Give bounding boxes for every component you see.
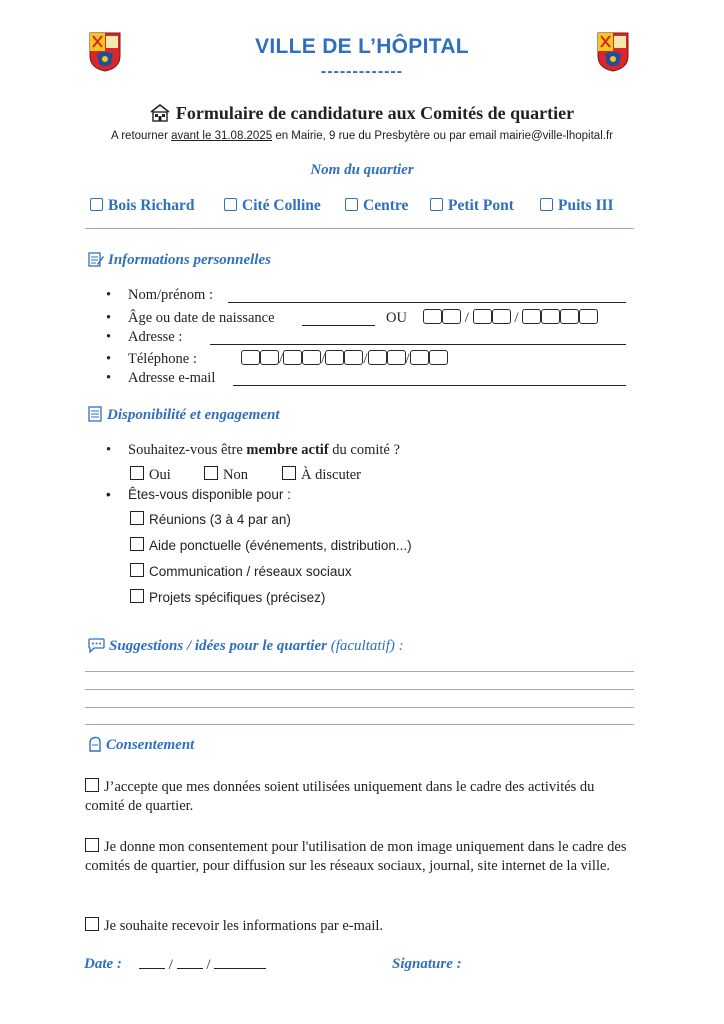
checkbox[interactable] <box>345 198 358 211</box>
checkbox[interactable] <box>540 198 553 211</box>
checkbox[interactable] <box>90 198 103 211</box>
return-instructions <box>0 130 724 142</box>
consent-data[interactable]: J’accepte que mes données soient utilisées uniquement dans le cadre des activités du comité de quartier. <box>85 779 595 814</box>
building-icon <box>150 104 170 122</box>
date-field[interactable]: / / <box>139 955 266 974</box>
option-non[interactable]: Non <box>204 466 248 484</box>
name-field[interactable] <box>228 302 626 303</box>
name-label: • Nom/prénom : <box>128 287 213 304</box>
quartier-option-bois-richard[interactable]: Bois Richard <box>90 197 195 215</box>
deadline: avant le 31.08.2025 <box>171 130 273 142</box>
option-oui[interactable]: Oui <box>130 466 171 484</box>
suggestion-line[interactable] <box>85 671 634 672</box>
checkbox[interactable] <box>85 917 99 931</box>
suggestion-line[interactable] <box>85 689 634 690</box>
checkbox[interactable] <box>204 466 218 480</box>
option-communication[interactable]: Communication / réseaux sociaux <box>130 563 352 579</box>
quartier-option-petit-pont[interactable]: Petit Pont <box>430 197 514 215</box>
phone-field[interactable]: / / / / <box>241 350 448 368</box>
address-field[interactable] <box>210 344 626 345</box>
or-label: OU <box>386 310 407 326</box>
option-aide-ponctuelle[interactable]: Aide ponctuelle (événements, distribution...) <box>130 537 412 553</box>
suggestion-line[interactable] <box>85 707 634 708</box>
quartier-option-cite-colline[interactable]: Cité Colline <box>224 197 321 215</box>
age-field[interactable] <box>302 325 375 326</box>
title-separator: ------------- <box>320 63 404 80</box>
checkbox[interactable] <box>130 466 144 480</box>
checkbox[interactable] <box>85 838 99 852</box>
form-edit-icon <box>88 251 104 267</box>
divider <box>85 228 634 229</box>
availability-question: • Êtes-vous disponible pour : <box>128 487 291 502</box>
age-label: • Âge ou date de naissance <box>128 310 275 327</box>
email-label: • Adresse e-mail <box>128 370 215 387</box>
quartier-option-puits-iii[interactable]: Puits III <box>540 197 614 215</box>
hand-icon <box>88 736 102 752</box>
birthdate-field[interactable]: / / <box>423 309 598 327</box>
checkbox[interactable] <box>130 589 144 603</box>
quartier-heading: Nom du quartier <box>310 162 414 178</box>
option-reunions[interactable]: Réunions (3 à 4 par an) <box>130 511 291 527</box>
checkbox[interactable] <box>130 511 144 525</box>
suggestions-heading: Suggestions / idées pour le quartier (facultatif) : <box>88 638 404 655</box>
document-icon <box>88 406 103 422</box>
email-field[interactable] <box>233 385 626 386</box>
checkbox[interactable] <box>224 198 237 211</box>
consent-image[interactable]: Je donne mon consentement pour l'utilisation de mon image uniquement dans le cadre des comités de quartier, pour diffusion sur les réseaux sociaux, journal, site internet de la ville. <box>85 839 627 874</box>
checkbox[interactable] <box>130 563 144 577</box>
consent-heading: Consentement <box>88 736 194 754</box>
speech-bubble-icon <box>88 638 105 653</box>
option-projets[interactable]: Projets spécifiques (précisez) <box>130 589 325 605</box>
subtitle-pre: A retourner <box>111 130 172 142</box>
phone-label: • Téléphone : <box>128 351 197 368</box>
option-a-discuter[interactable]: À discuter <box>282 466 361 484</box>
checkbox[interactable] <box>130 537 144 551</box>
checkbox[interactable] <box>282 466 296 480</box>
active-member-question: • Souhaitez-vous être membre actif du comité ? <box>128 442 400 459</box>
personal-info-heading: Informations personnelles <box>88 251 271 269</box>
quartier-option-centre[interactable]: Centre <box>345 197 408 215</box>
checkbox[interactable] <box>85 778 99 792</box>
address-label: • Adresse : <box>128 329 182 346</box>
signature-label: Signature : <box>392 956 462 972</box>
consent-email[interactable]: Je souhaite recevoir les informations par e-mail. <box>85 917 637 936</box>
suggestion-line[interactable] <box>85 724 634 725</box>
engagement-heading: Disponibilité et engagement <box>88 406 280 424</box>
town-title: VILLE DE L’HÔPITAL <box>255 35 469 58</box>
form-title <box>0 103 724 124</box>
date-label: Date : <box>84 956 122 972</box>
form-title-text: Formulaire de candidature aux Comités de quartier <box>175 103 575 123</box>
subtitle-post: en Mairie, 9 rue du Presbytère ou par email mairie@ville-lhopital.fr <box>272 130 613 142</box>
checkbox[interactable] <box>430 198 443 211</box>
